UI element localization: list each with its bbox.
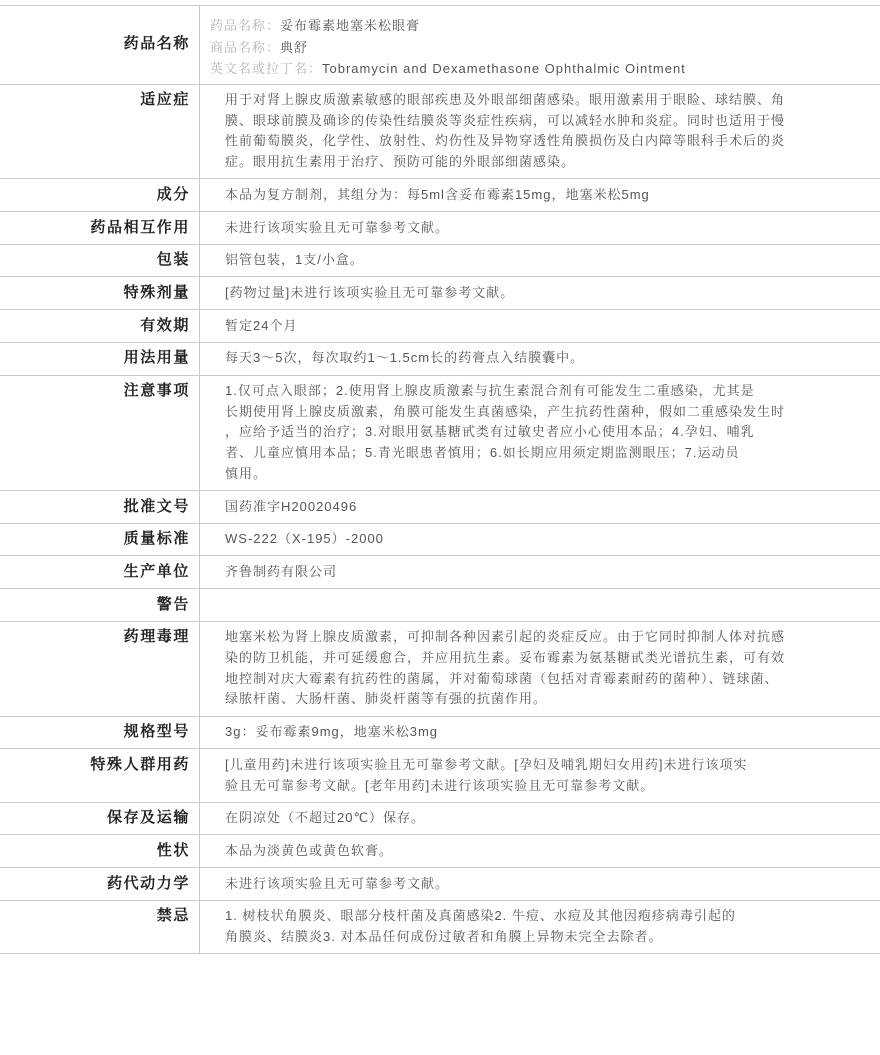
trade-name-value: 典舒 [280, 39, 309, 55]
row-specification [0, 717, 880, 750]
special-dosage-value: [药物过量]未进行该项实验且无可靠参考文献。 [225, 284, 515, 300]
contraindications-label: 禁忌 [0, 901, 200, 953]
row-shelf-life [0, 310, 880, 343]
specification-label: 规格型号 [0, 717, 200, 749]
content-line: 地塞米松为肾上腺皮质激素，可抑制各种因素引起的炎症反应。由于它同时抑制人体对抗感 [225, 629, 786, 645]
special-dosage-label: 特殊剂量 [0, 277, 200, 309]
storage-label: 保存及运输 [0, 803, 200, 835]
generic-name-value: 妥布霉素地塞米松眼膏 [280, 18, 421, 33]
trade-name-key: 商品名称： [210, 39, 281, 55]
approval-number-value: 国药准字H20020496 [225, 498, 358, 514]
package-value: 铝管包装，1支/小盒。 [225, 252, 364, 268]
drug-name-label: 药品名称 [123, 35, 190, 53]
indications-content [200, 85, 880, 179]
appearance-label: 性状 [0, 835, 200, 867]
manufacturer-value: 齐鲁制药有限公司 [225, 563, 338, 579]
content-line: ，应给予适当的治疗；3.对眼用氨基糖甙类有过敏史者应小心使用本品；4.孕妇、哺乳 [225, 424, 755, 440]
row-package [0, 245, 880, 278]
precautions-content [200, 376, 880, 491]
content-line: [儿童用药]未进行该项实验且无可靠参考文献。[孕妇及哺乳期妇女用药]未进行该项实 [225, 756, 748, 772]
usage-label: 用法用量 [0, 343, 200, 375]
warning-label: 警告 [0, 589, 200, 621]
row-manufacturer [0, 556, 880, 589]
approval-number-label: 批准文号 [0, 491, 200, 523]
english-name-line [210, 58, 870, 80]
indications-label: 适应症 [0, 85, 200, 179]
content-line: 地控制对庆大霉素有抗药性的菌属，并对葡萄球菌（包括对青霉素耐药的菌种）、链球菌、 [225, 670, 779, 686]
row-drug-name [0, 6, 880, 85]
pharmacology-label: 药理毒理 [0, 622, 200, 716]
row-warning [0, 589, 880, 622]
row-quality-standard [0, 524, 880, 557]
row-pharmacology-toxicology [0, 622, 880, 717]
row-drug-interactions [0, 212, 880, 245]
warning-value [200, 589, 880, 621]
specification-value: 3g：妥布霉素9mg，地塞米松3mg [225, 724, 439, 740]
interactions-value: 未进行该项实验且无可靠参考文献。 [225, 219, 450, 235]
content-line: 角膜炎、结膜炎3. 对本品任何成份过敏者和角膜上异物未完全去除者。 [225, 929, 663, 945]
drug-info-table [0, 5, 880, 954]
row-usage-dosage [0, 343, 880, 376]
shelf-life-value: 暂定24个月 [225, 317, 298, 333]
content-line: 1. 树枝状角膜炎、眼部分枝杆菌及真菌感染2. 牛痘、水痘及其他因疱疹病毒引起的 [225, 908, 736, 924]
quality-standard-label: 质量标准 [0, 524, 200, 556]
appearance-value: 本品为淡黄色或黄色软膏。 [225, 842, 394, 858]
row-indications [0, 85, 880, 180]
row-pharmacokinetics [0, 868, 880, 901]
quality-standard-value: WS-222（X-195）-2000 [225, 531, 384, 547]
content-line: 膜、眼球前膜及确诊的传染性结膜炎等炎症性疾病，可以减轻水肿和炎症。同时也适用于慢 [225, 112, 786, 128]
content-line: 慎用。 [225, 465, 268, 481]
content-line: 长期使用肾上腺皮质激素，角膜可能发生真菌感染，产生抗药性菌种，假如二重感染发生时 [225, 403, 786, 419]
row-content [200, 6, 880, 84]
row-storage-transport [0, 803, 880, 836]
content-line: 绿脓杆菌、大肠杆菌、肺炎杆菌等有强的抗菌作用。 [225, 691, 548, 707]
row-appearance [0, 835, 880, 868]
interactions-label: 药品相互作用 [0, 212, 200, 244]
contraindications-content [200, 901, 880, 953]
row-approval-number [0, 491, 880, 524]
trade-name-line [210, 37, 870, 59]
row-label-cell [0, 6, 200, 84]
pharmacokinetics-label: 药代动力学 [0, 868, 200, 900]
generic-name-line [210, 15, 870, 37]
composition-label: 成分 [0, 179, 200, 211]
content-line: 染的防卫机能，并可延缓愈合，并应用抗生素。妥布霉素为氨基糖甙类光谱抗生素，可有效 [225, 650, 786, 666]
english-name-key: 英文名或拉丁名： [210, 61, 323, 76]
row-contraindications [0, 901, 880, 954]
content-line: 者、儿童应慎用本品；5.青光眼患者慎用；6.如长期应用须定期监测眼压；7.运动员 [225, 445, 740, 461]
pharmacokinetics-value: 未进行该项实验且无可靠参考文献。 [225, 875, 450, 891]
pharmacology-content [200, 622, 880, 716]
row-special-dosage [0, 277, 880, 310]
storage-value: 在阴凉处（不超过20℃）保存。 [225, 810, 426, 826]
usage-value: 每天3～5次，每次取约1～1.5cm长的药膏点入结膜囊中。 [225, 350, 585, 366]
special-populations-content [200, 749, 880, 801]
special-populations-label: 特殊人群用药 [0, 749, 200, 801]
composition-value: 本品为复方制剂，其组分为：每5ml含妥布霉素15mg，地塞米松5mg [225, 186, 650, 202]
package-label: 包装 [0, 245, 200, 277]
content-line: 验且无可靠参考文献。[老年用药]未进行该项实验且无可靠参考文献。 [225, 777, 655, 793]
english-name-value: Tobramycin and Dexamethasone Ophthalmic Ointment [322, 61, 686, 76]
row-composition [0, 179, 880, 212]
content-line: 症。眼用抗生素用于治疗、预防可能的外眼部细菌感染。 [225, 154, 576, 170]
content-line: 用于对肾上腺皮质激素敏感的眼部疾患及外眼部细菌感染。眼用激素用于眼睑、球结膜、角 [225, 92, 786, 107]
shelf-life-label: 有效期 [0, 310, 200, 342]
precautions-label: 注意事项 [0, 376, 200, 491]
row-precautions [0, 376, 880, 492]
content-line: 1.仅可点入眼部；2.使用肾上腺皮质激素与抗生素混合剂有可能发生二重感染，尤其是 [225, 383, 755, 399]
row-special-populations [0, 749, 880, 802]
content-line: 性前葡萄膜炎，化学性、放射性、灼伤性及异物穿透性角膜损伤及白内障等眼科手术后的炎 [225, 133, 786, 149]
generic-name-key: 药品名称： [210, 18, 281, 33]
manufacturer-label: 生产单位 [0, 556, 200, 588]
